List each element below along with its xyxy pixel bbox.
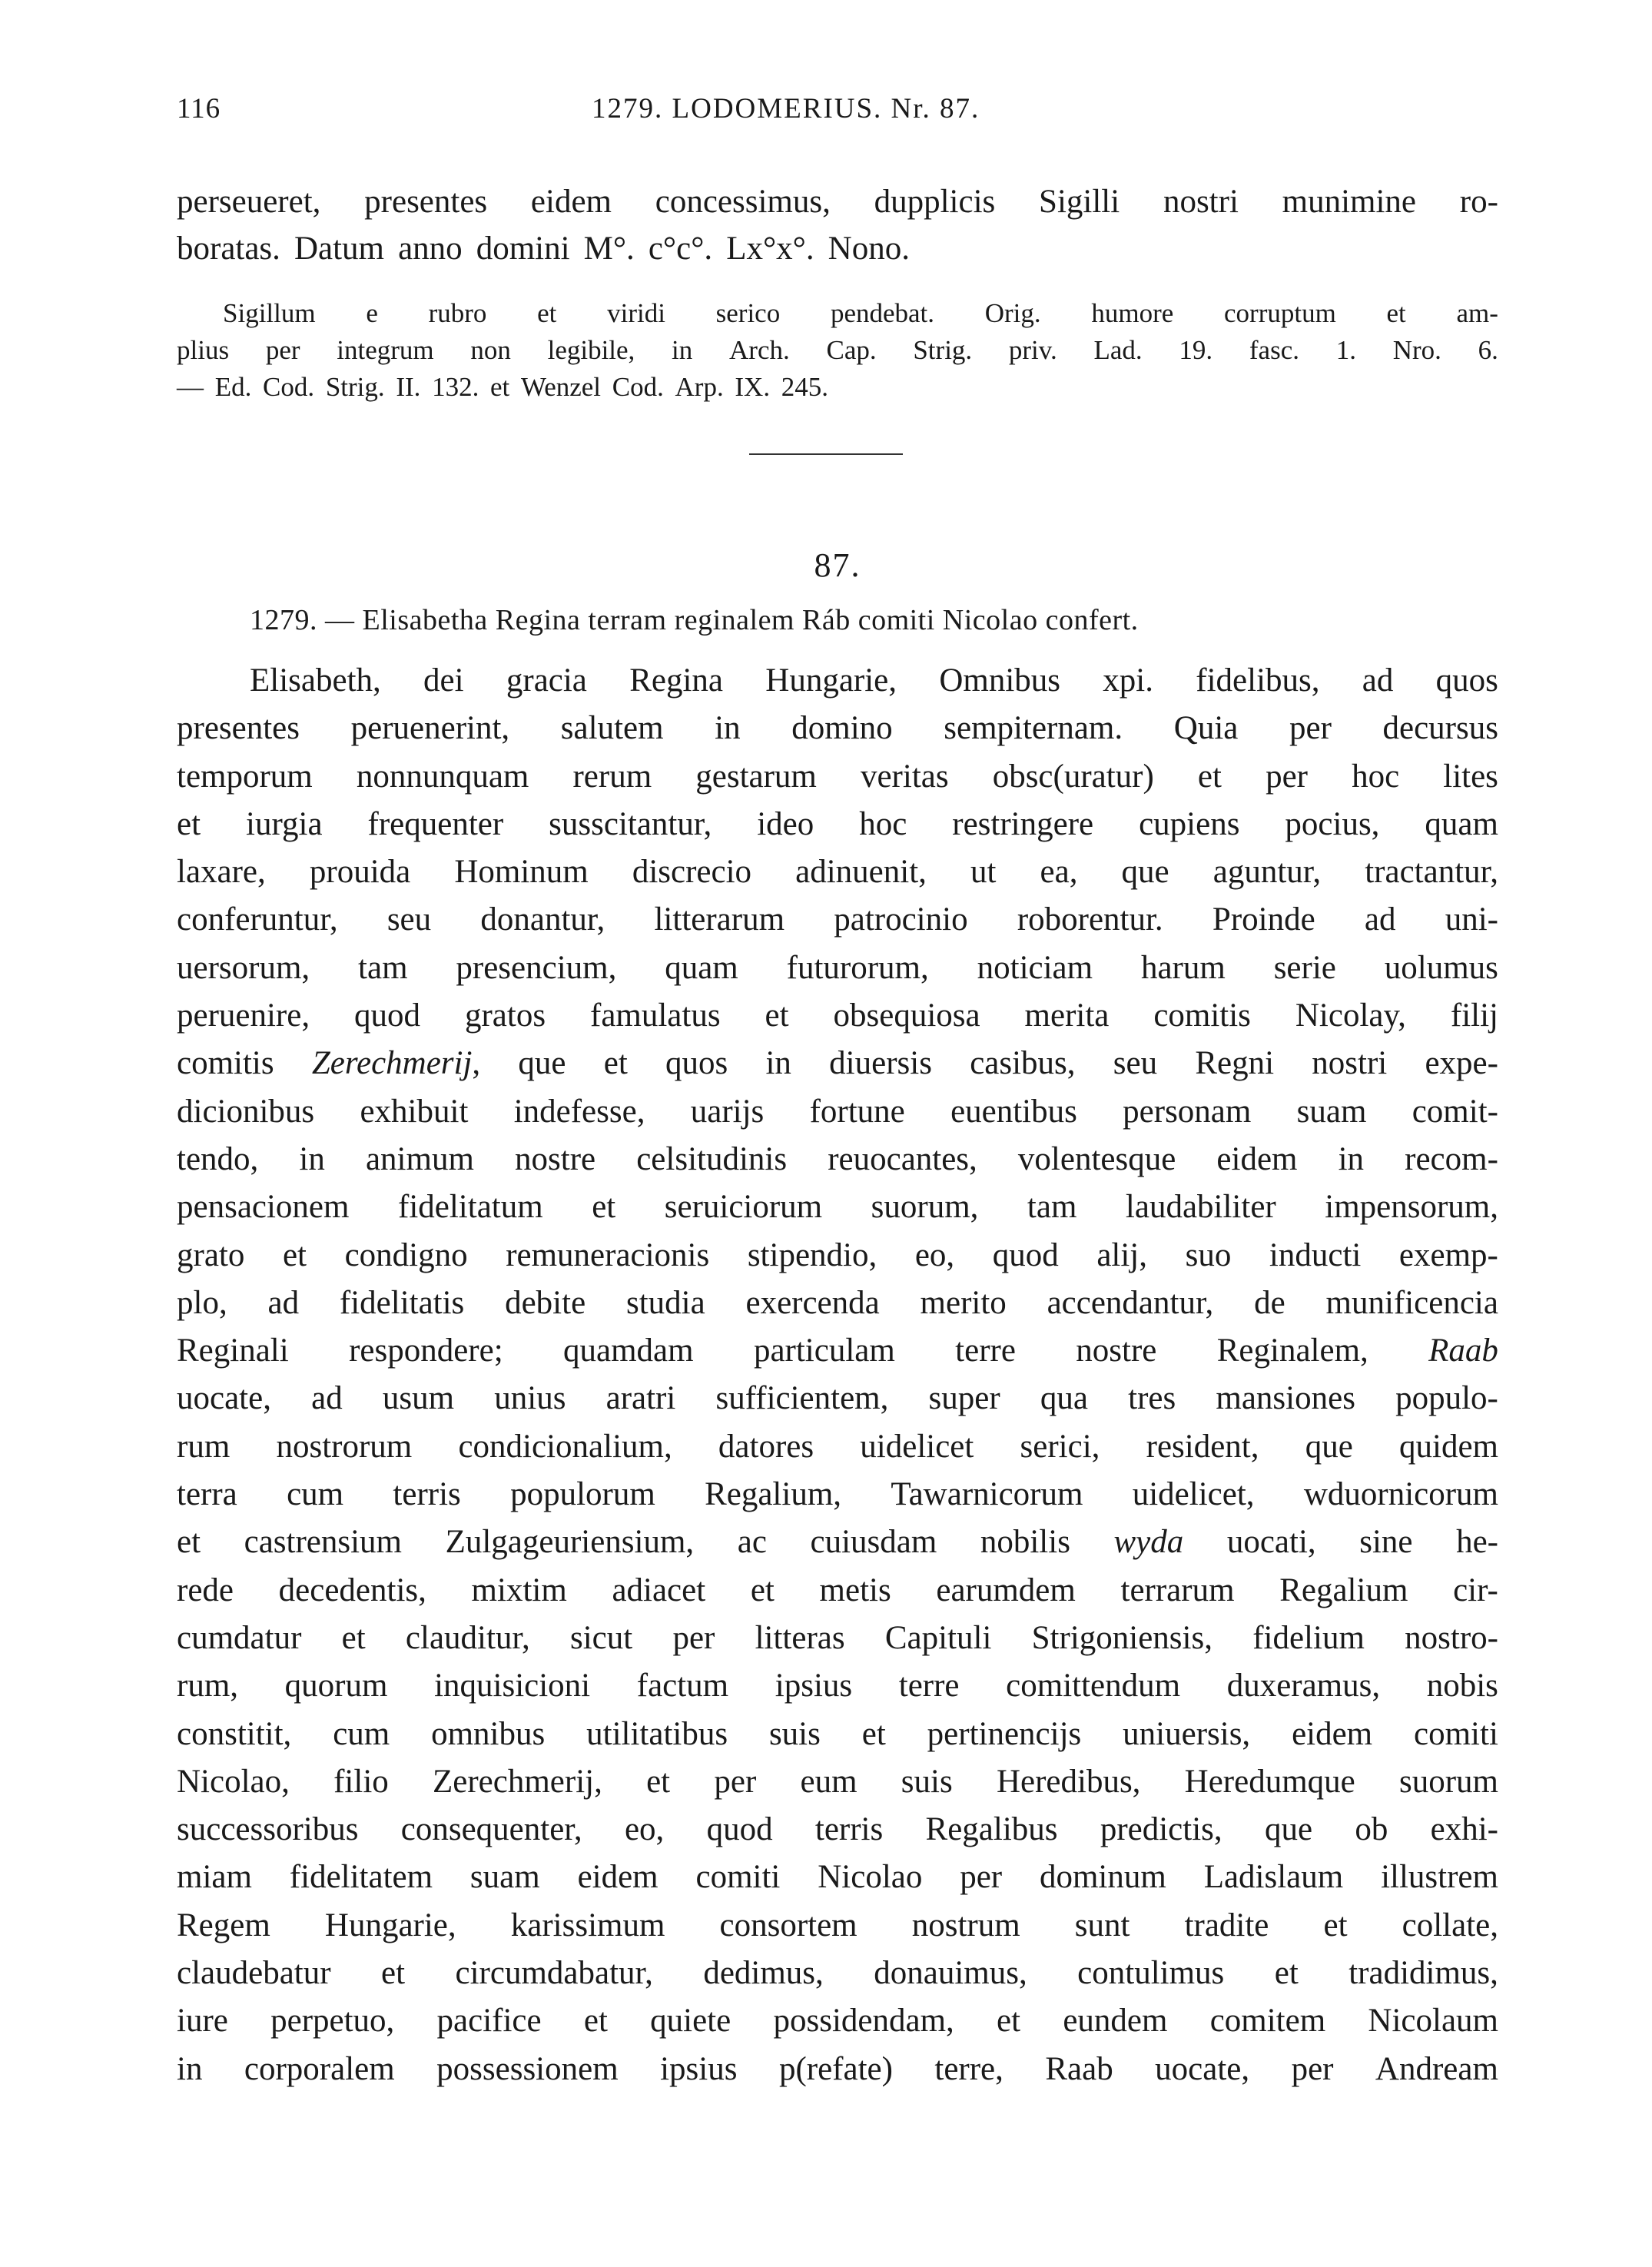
note-line: plius per integrum non legibile, in Arch. Cap. Strig. priv. Lad. 19. fasc. 1. Nro. 6. — [177, 335, 1498, 365]
previous-document-note — [177, 295, 1498, 406]
text-line: miam fidelitatem suam eidem comiti Nicolao per dominum Ladislaum illustrem — [177, 1859, 1498, 1896]
text-line: constitit, cum omnibus utilitatibus suis et pertinencijs uniuersis, eidem comiti — [177, 1715, 1498, 1752]
running-head-title: 1279. LODOMERIUS. Nr. 87. — [592, 93, 980, 124]
text-line: Reginali respondere; quamdam particulam terre nostre Reginalem, Raab — [177, 1333, 1498, 1369]
text-line: claudebatur et circumdabatur, dedimus, donauimus, contulimus et tradidimus, — [177, 1955, 1498, 1992]
previous-document-text — [177, 178, 1498, 272]
text-line: dicionibus exhibuit indefesse, uarijs fortune euentibus personam suam comit- — [177, 1093, 1498, 1130]
text-line: et iurgia frequenter susscitantur, ideo hoc restringere cupiens pocius, quam — [177, 805, 1498, 842]
text-line: boratas. Datum anno domini M°. c°c°. Lx°x°. Nono. — [177, 231, 910, 267]
text-line: in corporalem possessionem ipsius p(refate) terre, Raab uocate, per Andream — [177, 2050, 1498, 2087]
text-line: grato et condigno remuneracionis stipendio, eo, quod alij, suo inducti exemp- — [177, 1236, 1498, 1273]
note-line: Sigillum e rubro et viridi serico pendebat. Orig. humore corruptum et am- — [223, 298, 1498, 328]
archival-note — [177, 295, 1498, 406]
note-line: — Ed. Cod. Strig. II. 132. et Wenzel Cod. Arp. IX. 245. — [177, 372, 829, 402]
page — [177, 92, 1498, 2093]
text-line: iure perpetuo, pacifice et quiete possidendam, et eundem comitem Nicolaum — [177, 2003, 1498, 2040]
text-line: rum, quorum inquisicioni factum ipsius terre comittendum duxeramus, nobis — [177, 1668, 1498, 1704]
text-line: uersorum, tam presencium, quam futurorum, noticiam harum serie uolumus — [177, 949, 1498, 986]
text-line: uocate, ad usum unius aratri sufficientem, super qua tres mansiones populo- — [177, 1380, 1498, 1417]
text-line: et castrensium Zulgageuriensium, ac cuiusdam nobilis wyda uocati, sine he- — [177, 1524, 1498, 1561]
text-line: Nicolao, filio Zerechmerij, et per eum suis Heredibus, Heredumque suorum — [177, 1763, 1498, 1800]
text-line: temporum nonnunquam rerum gestarum veritas obsc(uratur) et per hoc lites — [177, 758, 1498, 795]
text-line: terra cum terris populorum Regalium, Tawarnicorum uidelicet, wduornicorum — [177, 1476, 1498, 1513]
document-regest: 1279. — Elisabetha Regina terram reginalem Ráb comiti Nicolao confert. — [250, 604, 1139, 636]
text-line: comitis Zerechmerij, que et quos in diuersis casibus, seu Regni nostri expe- — [177, 1045, 1498, 1082]
text-line: plo, ad fidelitatis debite studia exercenda merito accendantur, de munificencia — [177, 1284, 1498, 1321]
text-line: perseueret, presentes eidem concessimus, dupplicis Sigilli nostri munimine ro- — [177, 184, 1498, 220]
text-line: presentes peruenerint, salutem in domino sempiternam. Quia per decursus — [177, 710, 1498, 747]
running-head — [177, 92, 1498, 138]
text-line: rum nostrorum condicionalium, datores uidelicet serici, resident, que quidem — [177, 1428, 1498, 1465]
text-line: Elisabeth, dei gracia Regina Hungarie, Omnibus xpi. fidelibus, ad quos — [250, 662, 1498, 699]
text-line: rede decedentis, mixtim adiacet et metis earumdem terrarum Regalium cir- — [177, 1572, 1498, 1608]
text-line: successoribus consequenter, eo, quod terris Regalibus predictis, que ob exhi- — [177, 1811, 1498, 1848]
text-line: cumdatur et clauditur, sicut per litteras Capituli Strigoniensis, fidelium nostro- — [177, 1619, 1498, 1656]
text-line: laxare, prouida Hominum discrecio adinuenit, ut ea, que aguntur, tractantur, — [177, 854, 1498, 891]
page-number: 116 — [177, 93, 221, 124]
text-line: Regem Hungarie, karissimum consortem nostrum sunt tradite et collate, — [177, 1907, 1498, 1943]
text-line: peruenire, quod gratos famulatus et obsequiosa merita comitis Nicolay, filij — [177, 997, 1498, 1034]
text-line: tendo, in animum nostre celsitudinis reuocantes, volentesque eidem in recom- — [177, 1140, 1498, 1177]
document-number: 87. — [814, 546, 861, 584]
text-line: conferuntur, seu donantur, litterarum patrocinio roborentur. Proinde ad uni- — [177, 901, 1498, 938]
document-body — [177, 657, 1498, 2093]
section-divider — [749, 453, 903, 455]
text-line: pensacionem fidelitatum et seruiciorum suorum, tam laudabiliter impensorum, — [177, 1189, 1498, 1226]
